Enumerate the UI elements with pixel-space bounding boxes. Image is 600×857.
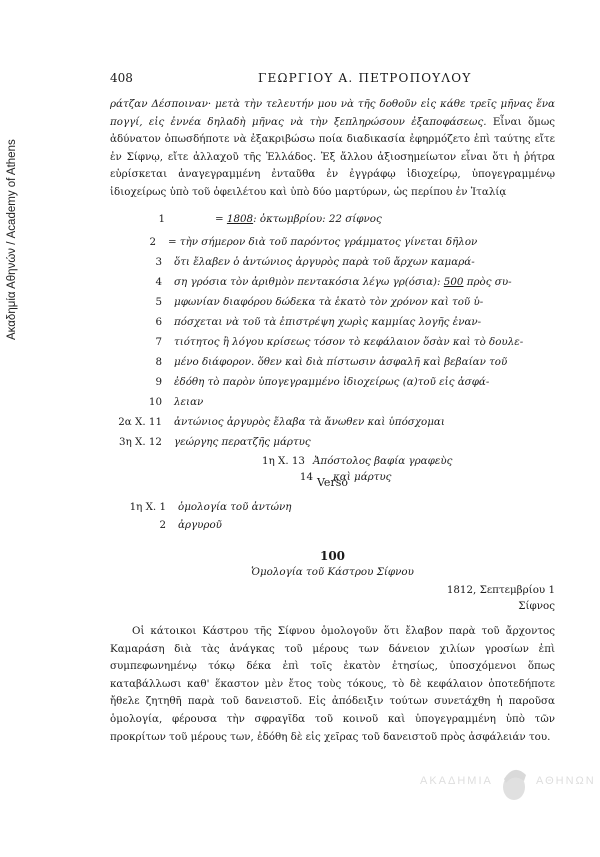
intro-paragraph [110,96,555,202]
line-number: 3η Χ. 12 [119,436,162,448]
line-number: 1η Χ. 1 [129,501,166,513]
watermark-left-text: ΑΚΑΔΗΜΙΑ [420,775,493,787]
line-text: = τὴν σήμερον διὰ τοῦ παρόντος γράμματος γίνεται δῆλον [168,236,478,248]
line-text: ἀργυροῦ [178,519,222,531]
line-number: 2 [159,519,166,531]
page-number: 408 [110,71,133,85]
line-text: ση γρόσια τὸν ἀριθμὸν πεντακόσια λέγω γρ(όσια): [174,276,444,288]
line-number: 4 [155,276,162,288]
line-text: ἀντώνιος ἀργυρὸς ἔλαβα τὰ ἄνωθεν καὶ ὑπόσχομαι [174,416,445,428]
line-text: μφωνίαν διαφόρου δώδεκα τὰ ἑκατὸ τὸν χρόνον καὶ τοῦ ὑ- [174,296,484,308]
line-number: 1η Χ. 13 [262,455,305,467]
line-text: μένο διάφορον. ὅθεν καὶ διὰ πίστωσιν ἀσφαλῆ καὶ βεβαίαν τοῦ [174,356,508,368]
line-text: Ἀπόστολος βαφία γραφεὺς [313,455,453,467]
document-title: Ὁμολογία τοῦ Κάστρου Σίφνου [251,566,414,578]
line-number: 5 [155,296,162,308]
amount-underlined: 500 [443,276,464,288]
document-summary [110,623,555,746]
document-date: 1812, Σεπτεμβρίου 1 [446,584,555,596]
line-number: 1 [158,213,165,225]
document-place: Σίφνος [518,600,555,612]
academy-watermark [420,765,596,805]
verso-heading: Verso [317,476,348,489]
line-text: ὅτι ἔλαβεν ὁ ἀντώνιος ἀργυρὸς παρὰ τοῦ ἄρχων καμαρά- [174,256,475,268]
line-text: = [215,213,227,225]
commentary-text: Εἶναι ὅμως ἀδύνατον ὁπωσδήποτε νὰ ἐξακριβώσω ποία διαδικασία ἐφηρμόζετο ἐπὶ ταύτης εἴτε ἐν Σίφνῳ, εἴτε ἀλλαχοῦ τῆς Ἑλλάδος. Ἐξ ἄλλου ἀξιοσημείωτον εἶναι ὅτι ἡ ῥήτρα εὑρίσκεται ἀναγεγραμμένη ἐνταῦθα ἐν ἐγγράφῳ ἰδιοχείρῳ, ὑπογεγραμμένῳ ἰδιοχείρως ὑπὸ τοῦ ὀφειλέτου καὶ ὑπὸ δύο μαρτύρων, ὡς περίπου ἐν Ἰταλίᾳ [110,115,555,198]
line-number: 6 [155,316,162,328]
line-number: 7 [155,336,162,348]
line-number: 8 [155,356,162,368]
quoted-clause: ράτζαν Δέσποιναν· μετὰ τὴν τελευτήν μου νὰ τῆς δοθοῦν εἰς κάθε τρεῖς μῆνας ἕνα πογγί, εἰς ἐννέα δηλαδὴ μῆνας νὰ τὴν ξεπληρώσουν ἐξαποφάσεως. [110,98,555,128]
document-number: 100 [319,549,346,563]
line-number: 2α Χ. 11 [118,416,162,428]
line-text: ἐδόθη τὸ παρὸν ὑπογεγραμμένο ἰδιοχείρως (α)τοῦ εἰς ἀσφά- [174,376,490,388]
running-title: ΓΕΩΡΓΙΟΥ Α. ΠΕΤΡΟΠΟΥΛΟΥ [258,71,472,85]
line-number: 3 [155,256,162,268]
line-number: 10 [148,396,162,408]
line-text: ὁμολογία τοῦ ἀντώνη [178,501,292,513]
line-text: : ὀκτωμβρίου: 22 σίφνος [253,213,382,225]
athena-head-icon [496,765,532,805]
date-underlined: 1808 [226,213,254,225]
line-text: πρὸς συ- [463,276,512,288]
line-text: λειαν [174,396,204,408]
side-caption: Ακαδημία Αθηνών / Academy of Athens [6,139,18,340]
line-number: 2 [149,236,156,248]
running-header [110,71,555,87]
line-text: καὶ μάρτυς [333,471,392,483]
line-text: γεώργης περατζῆς μάρτυς [174,436,311,448]
line-number: 9 [155,376,162,388]
line-number: 14 [299,471,313,483]
watermark-right-text: ΑΘΗΝΩΝ [536,775,596,787]
line-text: τιότητος ἢ λόγου κρίσεως τόσον τὸ κεφάλαιον ὅσὰν καὶ τὸ δουλε- [174,336,524,348]
summary-text: Οἱ κάτοικοι Κάστρου τῆς Σίφνου ὁμολογοῦν ὅτι ἔλαβον παρὰ τοῦ ἄρχοντος Καμαράση διὰ τὰς ἀνάγκας τοῦ μέρους των δάνειον χιλίων γροσίων ἐπὶ συμπεφωνημένῳ τόκῳ δέκα ἐπὶ τοῖς ἑκατὸν ἐτησίως, ὑποσχόμενοι ὅπως καταβάλλωσι καθ' ἕκαστον μὲν ἔτος τοὺς τόκους, τὸ δὲ κεφάλαιον ὁποτεδήποτε ἤθελε ζητηθῆ παρὰ τοῦ δανειστοῦ. Εἰς ἀπόδειξιν τούτων συνετάχθη ἡ παροῦσα ὁμολογία, φέρουσα τὴν σφραγῖδα τοῦ κοινοῦ καὶ ὑπογεγραμμένη ὑπὸ τῶν προκρίτων τοῦ μέρους των, ἐδόθη δὲ εἰς χεῖρας τοῦ δανειστοῦ πρὸς ἀσφάλειάν του. [110,625,555,743]
document-dateline [447,582,555,614]
line-text: πόσχεται νὰ τοῦ τὰ ἐπιστρέψη χωρὶς καμμίας λογῆς ἐναν- [174,316,482,328]
